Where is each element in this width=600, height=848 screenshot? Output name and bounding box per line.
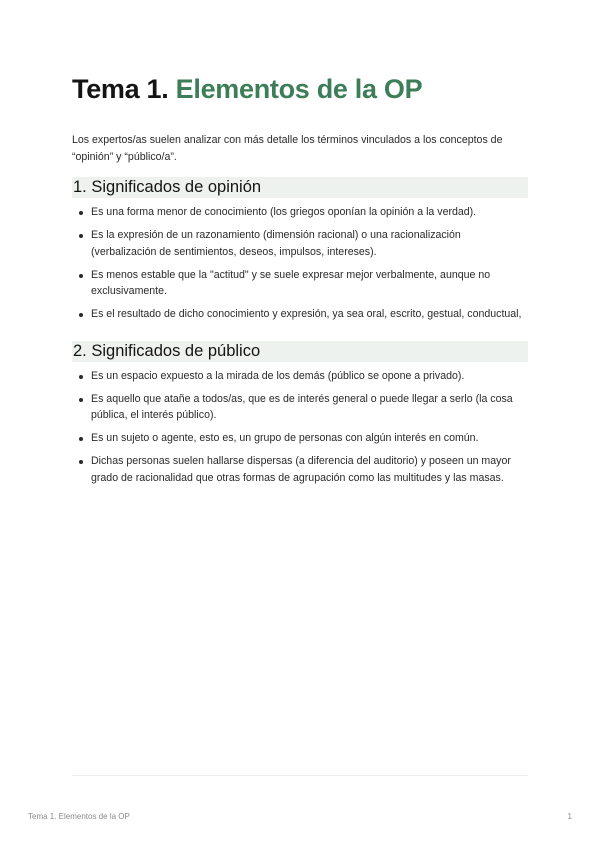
list-item <box>72 227 528 260</box>
publico-list <box>72 368 528 487</box>
page-title <box>72 70 528 108</box>
footer-title: Tema 1. Elementos de la OP <box>28 812 130 821</box>
list-item <box>72 267 528 300</box>
list-item-text: Es el resultado de dicho conocimiento y expresión, ya sea oral, escrito, gestual, conductual, <box>91 308 522 320</box>
page-number: 1 <box>567 812 572 821</box>
list-item <box>72 306 528 323</box>
list-item-text: Dichas personas suelen hallarse dispersas (a diferencia del auditorio) y poseen un mayor grado de racionalidad que otras formas de agrupación como las multitudes y las masas. <box>91 455 511 484</box>
list-item <box>72 430 528 447</box>
list-item-text: Es un sujeto o agente, esto es, un grupo de personas con algún interés en común. <box>91 432 479 444</box>
bullet-icon <box>79 460 83 464</box>
list-item-text: Es aquello que atañe a todos/as, que es de interés general o puede llegar a serlo (la cosa pública, el interés público). <box>91 392 513 421</box>
bullet-icon <box>79 398 83 402</box>
bullet-icon <box>79 211 83 215</box>
intro-paragraph: Los expertos/as suelen analizar con más detalle los términos vinculados a los conceptos de “opinión” y “público/a”. <box>72 134 503 163</box>
section-heading-opinion: 1. Significados de opinión <box>72 177 528 198</box>
list-item <box>72 391 528 424</box>
opinion-list <box>72 204 528 323</box>
list-item-text: Es un espacio expuesto a la mirada de los demás (público se opone a privado). <box>91 369 465 382</box>
bullet-icon <box>79 274 83 278</box>
footer-divider <box>72 775 528 776</box>
title-prefix: Tema 1. <box>72 74 169 104</box>
list-item <box>72 453 528 486</box>
bullet-icon <box>79 437 83 441</box>
page-content <box>72 70 528 493</box>
list-item <box>72 368 528 385</box>
list-item-text: Es la expresión de un razonamiento (dimensión racional) o una racionalización (verbalización de sentimientos, deseos, impulsos, intereses). <box>91 229 461 258</box>
section-heading-publico: 2. Significados de público <box>72 341 528 362</box>
list-item-text: Es una forma menor de conocimiento (los griegos oponían la opinión a la verdad). <box>91 206 477 218</box>
list-item-text: Es menos estable que la "actitud" y se suele expresar mejor verbalmente, aunque no exclusivamente. <box>91 268 491 297</box>
bullet-icon <box>79 375 83 379</box>
title-accent: Elementos de la OP <box>175 74 423 104</box>
bullet-icon <box>79 313 83 317</box>
bullet-icon <box>79 234 83 238</box>
list-item <box>72 204 528 221</box>
